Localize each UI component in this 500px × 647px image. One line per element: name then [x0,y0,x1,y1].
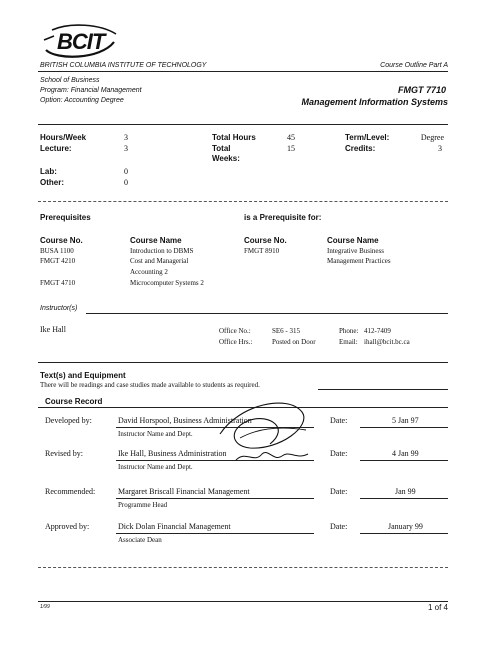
total-hours-value: 45 [287,133,295,142]
logo-text: BCIT [57,29,105,54]
term-value: Degree [420,133,444,142]
instructors-rule [86,313,448,314]
record-sub: Programme Head [118,501,168,509]
course-title: Management Information Systems [301,97,448,107]
record-value: Dick Dolan Financial Management [118,522,231,531]
program-name: Program: Financial Management [40,87,142,94]
prereq-col-no: Course No. [40,236,83,245]
record-date: 5 Jan 97 [392,416,419,425]
footer-date-code: 1/99 [40,604,50,610]
footer-page-number: 1 of 4 [427,603,448,612]
institute-name: BRITISH COLUMBIA INSTITUTE OF TECHNOLOGY [40,62,207,69]
lecture-label: Lecture: [40,144,72,153]
total-weeks-label: Total Weeks: [212,144,240,163]
prereq-for-row-name: Integrative Business [327,247,384,255]
record-value-line [116,533,314,534]
record-value: Ike Hall, Business Administration [118,449,227,458]
bcit-logo [40,20,120,60]
record-value: David Horspool, Business Administration [118,416,252,425]
prereq-for-col-name: Course Name [327,236,379,245]
record-date-label: Date: [330,416,348,425]
record-sub: Associate Dean [118,536,162,544]
lab-value: 0 [124,167,128,176]
record-date-line [360,498,448,499]
record-date: 4 Jan 99 [392,449,419,458]
bottom-dash-rule [38,567,448,568]
texts-body: There will be readings and case studies made available to students as required. [40,381,260,389]
phone-label: Phone: [339,327,359,335]
total-hours-label: Total Hours [212,133,256,142]
prereq-col-name: Course Name [130,236,182,245]
record-date-line [360,533,448,534]
prereq-row-name: Introduction to DBMS [130,247,194,255]
record-date-line [360,460,448,461]
prereq-for-row-name: Management Practices [327,257,391,265]
prereq-row-name: Microcomputer Systems 2 [130,279,204,287]
email-label: Email: [339,338,358,346]
prereq-for-title: is a Prerequisite for: [244,213,322,222]
office-hrs-label: Office Hrs.: [219,338,253,346]
texts-title: Text(s) and Equipment [40,371,126,380]
record-label: Recommended: [45,487,96,496]
prereq-row-no: BUSA 1100 [40,247,74,255]
office-hrs-value: Posted on Door [272,338,316,346]
record-sub: Instructor Name and Dept. [118,463,193,471]
prereq-row-name: Cost and Managerial [130,257,189,265]
record-sub: Instructor Name and Dept. [118,430,193,438]
instructors-title: Instructor(s) [40,305,78,312]
term-label: Term/Level: [345,133,390,142]
record-label: Approved by: [45,522,90,531]
option-name: Option: Accounting Degree [40,97,124,104]
hours-rule [38,201,448,202]
course-code: FMGT 7710 [397,85,446,95]
instructor-name: Ike Hall [40,325,66,334]
prereq-row-name: Accounting 2 [130,268,168,276]
record-date-label: Date: [330,487,348,496]
record-date: Jan 99 [395,487,416,496]
record-value-line [116,498,314,499]
course-record-title: Course Record [45,397,103,406]
texts-rule [318,389,448,390]
school-name: School of Business [40,77,100,84]
footer-rule [38,601,448,602]
prereq-row-no: FMGT 4210 [40,257,76,265]
office-no-label: Office No.: [219,327,251,335]
record-label: Revised by: [45,449,83,458]
lab-label: Lab: [40,167,57,176]
credits-label: Credits: [345,144,376,153]
title-rule [38,124,448,125]
prerequisites-title: Prerequisites [40,213,91,222]
other-label: Other: [40,178,64,187]
prereq-row-no: FMGT 4710 [40,279,76,287]
outline-label: Course Outline Part A [380,62,448,69]
total-weeks-value: 15 [287,144,295,153]
instructors-bottom-rule [38,362,448,363]
record-date: January 99 [388,522,423,531]
phone-value: 412-7409 [364,327,391,335]
prereq-for-col-no: Course No. [244,236,287,245]
other-value: 0 [124,178,128,187]
prereq-for-row-no: FMGT 8910 [244,247,280,255]
record-date-label: Date: [330,522,348,531]
credits-value: 3 [438,144,442,153]
record-label: Developed by: [45,416,92,425]
hours-week-value: 3 [124,133,128,142]
record-date-line [360,427,448,428]
email-value: ihall@bcit.bc.ca [364,338,410,346]
office-no-value: SE6 - 315 [272,327,300,335]
header-rule [38,71,448,72]
hours-week-label: Hours/Week [40,133,87,142]
record-date-label: Date: [330,449,348,458]
lecture-value: 3 [124,144,128,153]
record-value: Margaret Briscall Financial Management [118,487,250,496]
signature-revised [232,446,312,468]
